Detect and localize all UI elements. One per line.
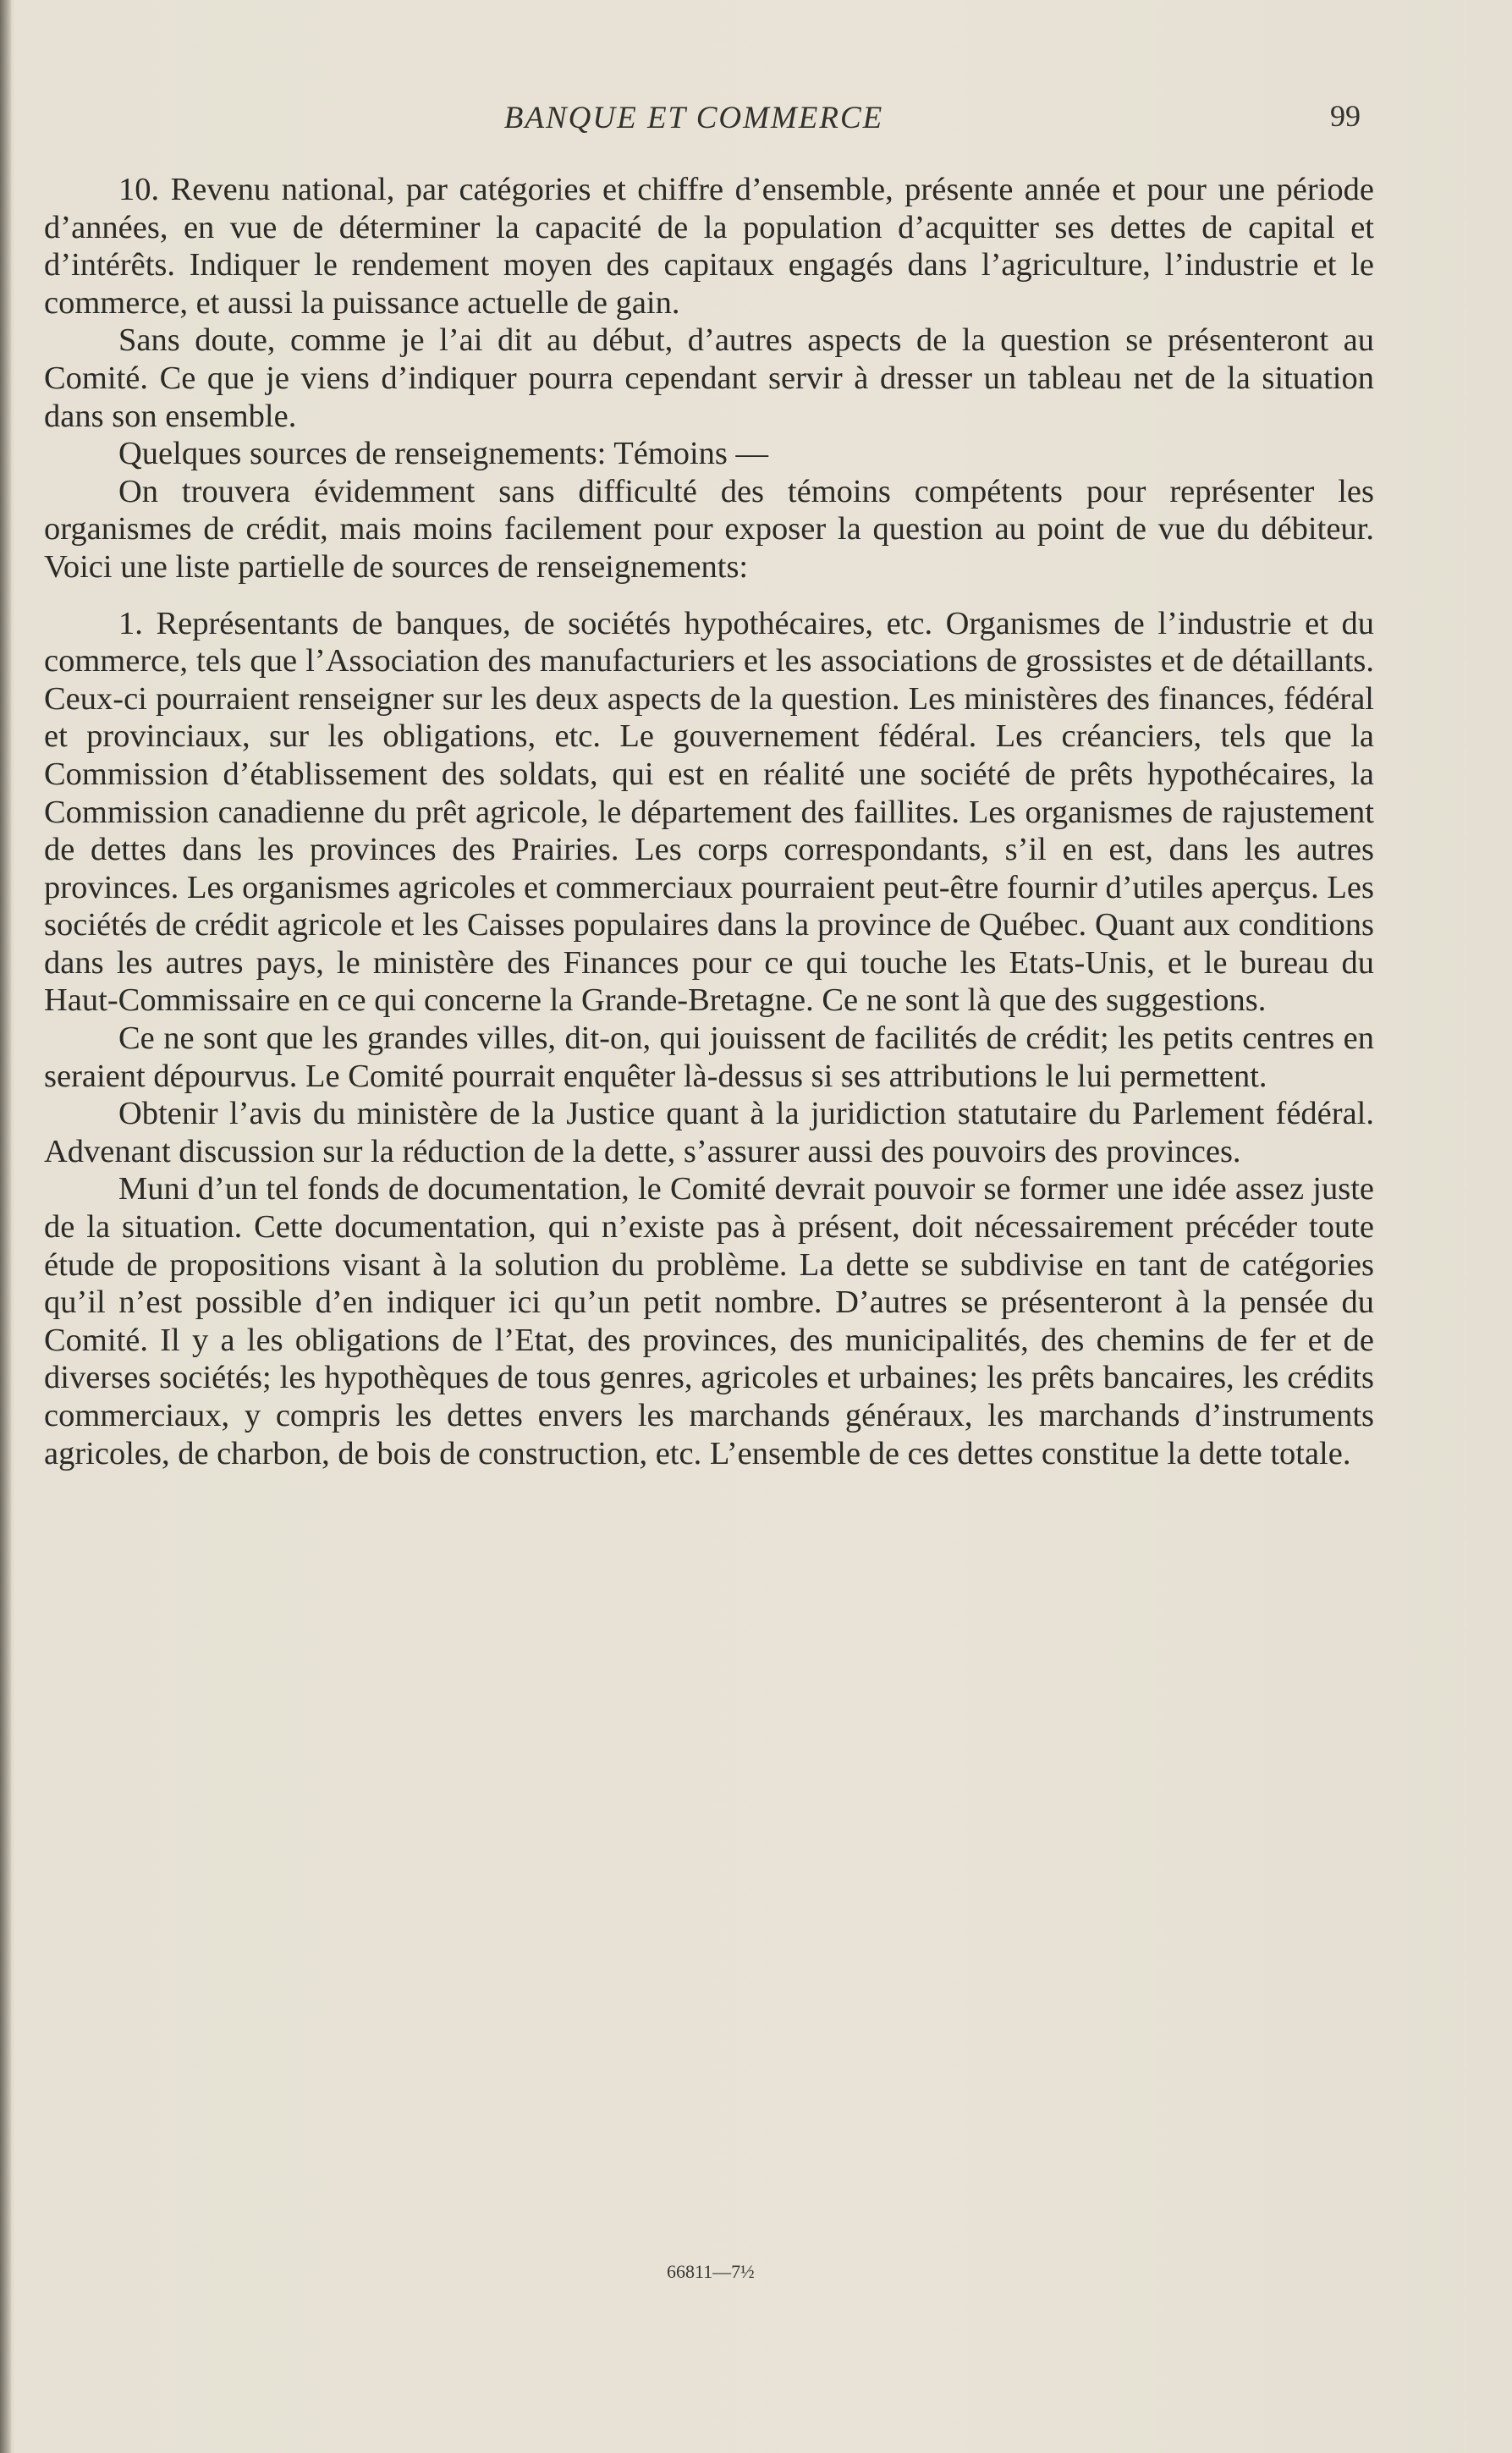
paragraph-representants: 1. Représentants de banques, de sociétés hypothécaires, etc. Organismes de l’industrie et du commerce, tels que l’Association des manufacturiers et les associations de grossistes et de détaillants. Ceux-ci pourraient renseigner sur les deux aspects de la question. Les ministères des finances, fédéral et provinciaux, sur les obligations, etc. Le gouvernement fédéral. Les créanciers, tels que la Commission d’établissement des soldats, qui est en réalité une société de prêts hypothécaires, la Commission canadienne du prêt agricole, le département des faillites. Les organismes de rajustement de dettes dans les provinces des Prairies. Les corps correspondants, s’il en est, dans les autres provinces. Les organismes agricoles et commerciaux pourraient peut-être fournir d’utiles aperçus. Les sociétés de crédit agricole et les Caisses populaires dans la province de Québec. Quant aux conditions dans les autres pays, le ministère des Finances pour ce qui touche les Etats-Unis, et le bureau du Haut-Commissaire en ce qui concerne la Grande-Bretagne. Ce ne sont là que des suggestions. bbox=[44, 605, 1374, 1019]
paragraph-grandes-villes: Ce ne sont que les grandes villes, dit-on, qui jouissent de facilités de crédit; les petits centres en seraient dépourvus. Le Comité pourrait enquêter là-dessus si ses attributions le lui permettent. bbox=[44, 1020, 1374, 1094]
paragraph-sources-heading: Quelques sources de renseignements: Témoins — bbox=[118, 436, 769, 472]
paragraph-documentation: Muni d’un tel fonds de documentation, le Comité devrait pouvoir se former une idée assez juste de la situation. Cette documentation, qui n’existe pas à présent, doit nécessairement précéder toute étude de propositions visant à la solution du problème. La dette se subdivise en tant de catégories qu’il n’est possible d’en indiquer ici qu’un petit nombre. D’autres se présenteront à la pensée du Comité. Il y a les obligations de l’Etat, des provinces, des municipalités, des chemins de fer et de diverses sociétés; les hypothèques de tous genres, agricoles et urbaines; les prêts bancaires, les crédits commerciaux, y compris les dettes envers les marchands généraux, les marchands d’instruments agricoles, de charbon, de bois de construction, etc. L’ensemble de ces dettes constitue la dette totale. bbox=[44, 1171, 1374, 1471]
paragraph-justice: Obtenir l’avis du ministère de la Justice quant à la juridiction statutaire du Parlement fédéral. Advenant discussion sur la réduction de la dette, s’assurer aussi des pouvoirs des provinces. bbox=[44, 1096, 1374, 1169]
body-text bbox=[44, 171, 1374, 1472]
paragraph-aspects-question: Sans doute, comme je l’ai dit au début, d’autres aspects de la question se présenteront au Comité. Ce que je viens d’indiquer pourra cependant servir à dresser un tableau net de la situation dans son ensemble. bbox=[44, 322, 1374, 434]
paragraph-revenu-national: 10. Revenu national, par catégories et chiffre d’ensemble, présente année et pour une période d’années, en vue de déterminer la capacité de la population d’acquitter ses dettes de capital et d’intérêts. Indiquer le rendement moyen des capitaux engagés dans l’agriculture, l’industrie et le commerce, et aussi la puissance actuelle de gain. bbox=[44, 172, 1374, 321]
page-number: 99 bbox=[1330, 99, 1361, 133]
running-title: BANQUE ET COMMERCE bbox=[503, 101, 884, 135]
footer-print-code: 66811—7½ bbox=[667, 2261, 755, 2282]
page-binding-edge bbox=[0, 0, 12, 2453]
paragraph-temoins: On trouvera évidemment sans difficulté des témoins compétents pour représenter les organismes de crédit, mais moins facilement pour exposer la question au point de vue du débiteur. Voici une liste partielle de sources de renseignements: bbox=[44, 473, 1374, 585]
